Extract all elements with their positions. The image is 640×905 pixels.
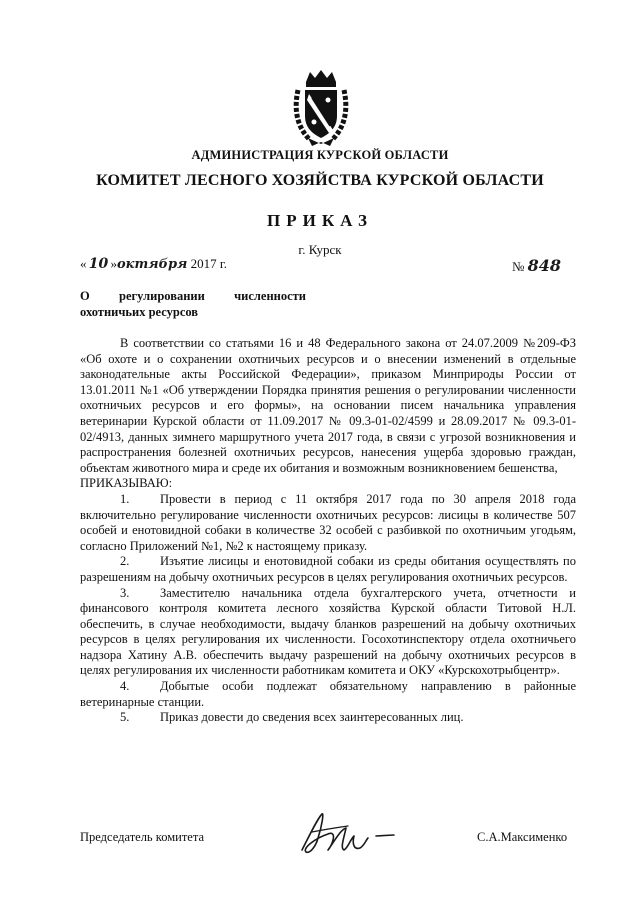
document-subject — [80, 288, 306, 320]
issue-city: г. Курск — [298, 242, 342, 257]
preamble-paragraph: В соответствии со статьями 16 и 48 Федерального закона от 24.07.2009 №209-ФЗ «Об охоте и о сохранении охотничьих ресурсов и о внесении изменений в отдельные законодательные акты Российской Федерации», приказом Минприроды России от 13.01.2011 №1 «Об утверждении Порядка принятия решения о регулировании численности охотничьих ресурсов и его формы», на основании писем начальника управления ветеринарии Курской области от 11.09.2017 № 09.3-01-02/4599 и 28.09.2017 № 09.3-01-02/4913, данных зимнего маршрутного учета 2017 года, в связи с угрозой возникновения и распространения болезней охотничьих ресурсов, нанесения ущерба здоровью граждан, объектам животного мира и среде их обитания и возможным возникновением бешенства, — [80, 336, 576, 475]
document-date — [80, 256, 227, 272]
coat-of-arms-emblem — [292, 68, 350, 148]
number-prefix: № — [512, 259, 525, 274]
item-number: 2. — [120, 554, 130, 569]
subject-word: регулировании — [119, 289, 205, 303]
number-value: 848 — [527, 256, 562, 275]
list-item — [80, 492, 576, 554]
item-number: 5. — [120, 710, 130, 725]
subject-line-2: охотничьих ресурсов — [80, 305, 199, 319]
item-text: Заместителю начальника отдела бухгалтерского учета, отчетности и финансового контроля комитета лесного хозяйства Курской области Титовой Н.Л. обеспечить, в случае необходимости, выдачу бланков разрешений на добычу охотничьих ресурсов в целях регулирования их численности. Госохотинспектору отдела охотничьего надзора Хатину А.В. обеспечить выдачу разрешений на добычу охотничьих ресурсов в целях регулирования их численности работникам комитета и ОКУ «Курскохотрыбцентр». — [80, 585, 576, 678]
committee-name: КОМИТЕТ ЛЕСНОГО ХОЗЯЙСТВА КУРСКОЙ ОБЛАСТИ — [96, 172, 544, 189]
date-close-quote: » — [110, 256, 117, 271]
list-item — [80, 586, 576, 680]
item-text: Изъятие лисицы и енотовидной собаки из среды обитания осуществлять по разрешениям на добычу охотничьих ресурсов в целях регулирования охотничьих ресурсов. — [80, 554, 576, 584]
date-day: 10 — [88, 256, 109, 272]
handwritten-signature — [288, 808, 408, 862]
signatory-title: Председатель комитета — [80, 830, 204, 844]
document-type: ПРИКАЗ — [267, 211, 373, 230]
date-year: 2017 г. — [190, 256, 228, 271]
subject-word: О — [80, 289, 90, 303]
document-number — [512, 256, 561, 275]
item-number: 3. — [120, 585, 130, 600]
organization-name: АДМИНИСТРАЦИЯ КУРСКОЙ ОБЛАСТИ — [191, 148, 449, 162]
document-body — [80, 336, 576, 726]
date-month: октября — [117, 257, 188, 272]
subject-word: численности — [234, 289, 306, 303]
date-open-quote: « — [80, 256, 87, 271]
signatory-name: С.А.Максименко — [477, 830, 568, 844]
list-item — [80, 554, 576, 585]
item-text: Провести в период с 11 октября 2017 года по 30 апреля 2018 года включительно регулирование численности охотничьих ресурсов: лисицы в количестве 507 особей и енотовидной собаки в количестве 32 особей с разбивкой по охотничьим угодьям, согласно Приложений №1, №2 к настоящему приказу. — [80, 491, 576, 553]
item-number: 4. — [120, 679, 130, 694]
item-number: 1. — [120, 491, 130, 506]
order-word: ПРИКАЗЫВАЮ: — [80, 476, 173, 491]
list-item — [80, 710, 576, 726]
item-text: Приказ довести до сведения всех заинтересованных лиц. — [160, 710, 464, 725]
item-text: Добытые особи подлежат обязательному направлению в районные ветеринарные станции. — [80, 679, 576, 709]
list-item — [80, 679, 576, 710]
